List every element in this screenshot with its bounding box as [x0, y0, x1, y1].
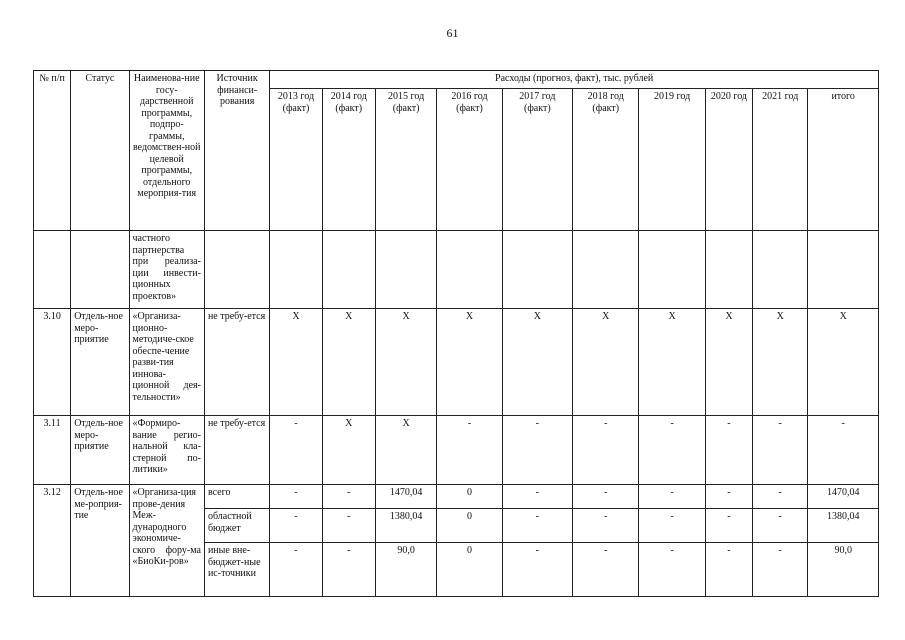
value-cell: - — [573, 543, 639, 597]
row-source: не требу-ется — [204, 416, 269, 485]
value-cell: - — [502, 485, 572, 509]
value-cell: - — [639, 509, 705, 543]
page-number: 61 — [446, 26, 459, 40]
value-cell: X — [322, 416, 375, 485]
year-2020: 2020 год — [705, 89, 752, 231]
value-cell: - — [270, 485, 322, 509]
value-cell: - — [270, 543, 322, 597]
value-cell: - — [705, 485, 752, 509]
header-num: № п/п — [34, 71, 71, 231]
value-cell: X — [573, 309, 639, 416]
value-cell: - — [322, 485, 375, 509]
value-cell: 0 — [437, 509, 502, 543]
value-cell: - — [753, 543, 808, 597]
continuation-name: частного партнерства при реализа-ции инвести-ционных проектов» — [129, 231, 204, 309]
value-cell: - — [705, 416, 752, 485]
value-cell: 90,0 — [375, 543, 436, 597]
value-cell: 0 — [437, 485, 502, 509]
value-cell: - — [573, 416, 639, 485]
row-status: Отдель-ное меро-приятие — [71, 416, 129, 485]
row-name: «Формиро-вание регио-нальной кла-стерной по-литики» — [129, 416, 204, 485]
value-cell: - — [502, 416, 572, 485]
value-cell: - — [808, 416, 879, 485]
value-cell: X — [502, 309, 572, 416]
value-cell: X — [753, 309, 808, 416]
row-num: 3.11 — [34, 416, 71, 485]
value-cell: - — [437, 416, 502, 485]
continuation-row — [34, 231, 879, 309]
value-cell: X — [808, 309, 879, 416]
value-cell: X — [375, 309, 436, 416]
value-cell: - — [502, 543, 572, 597]
year-total: итого — [808, 89, 879, 231]
value-cell: X — [270, 309, 322, 416]
row-name: «Организа-ционно-методиче-ское обеспе-чение разви-тия иннова-ционной дея-тельности» — [129, 309, 204, 416]
row-status: Отдель-ное ме-роприя-тие — [71, 485, 129, 597]
value-cell: - — [639, 543, 705, 597]
header-expenses: Расходы (прогноз, факт), тыс. рублей — [270, 71, 879, 89]
value-cell: - — [573, 509, 639, 543]
year-2016: 2016 год (факт) — [437, 89, 502, 231]
value-cell: - — [753, 416, 808, 485]
value-cell: 90,0 — [808, 543, 879, 597]
value-cell: 1380,04 — [375, 509, 436, 543]
value-cell: X — [639, 309, 705, 416]
header-status: Статус — [71, 71, 129, 231]
value-cell: - — [705, 509, 752, 543]
year-2018: 2018 год (факт) — [573, 89, 639, 231]
value-cell: 1380,04 — [808, 509, 879, 543]
row-num: 3.10 — [34, 309, 71, 416]
table-row — [34, 485, 879, 509]
row-status: Отдель-ное меро-приятие — [71, 309, 129, 416]
value-cell: 1470,04 — [808, 485, 879, 509]
value-cell: - — [502, 509, 572, 543]
table-row — [34, 309, 879, 416]
value-cell: - — [753, 509, 808, 543]
year-2013: 2013 год (факт) — [270, 89, 322, 231]
year-2014: 2014 год (факт) — [322, 89, 375, 231]
value-cell: 1470,04 — [375, 485, 436, 509]
value-cell: X — [322, 309, 375, 416]
header-source: Источник финанси-рования — [204, 71, 269, 231]
header-row — [34, 71, 879, 89]
value-cell: - — [753, 485, 808, 509]
row-num: 3.12 — [34, 485, 71, 597]
year-2019: 2019 год — [639, 89, 705, 231]
table-row — [34, 416, 879, 485]
year-2017: 2017 год (факт) — [502, 89, 572, 231]
value-cell: - — [322, 543, 375, 597]
value-cell: X — [705, 309, 752, 416]
expenses-table — [33, 70, 879, 597]
row-source: всего — [204, 485, 269, 509]
year-2021: 2021 год — [753, 89, 808, 231]
row-source: областной бюджет — [204, 509, 269, 543]
value-cell: - — [322, 509, 375, 543]
row-name: «Организа-ция прове-дения Меж-дународного экономиче-ского фору-ма «БиоКи-ров» — [129, 485, 204, 597]
value-cell: - — [270, 509, 322, 543]
row-source: не требу-ется — [204, 309, 269, 416]
value-cell: X — [375, 416, 436, 485]
row-source: иные вне-бюджет-ные ис-точники — [204, 543, 269, 597]
year-2015: 2015 год (факт) — [375, 89, 436, 231]
value-cell: - — [639, 485, 705, 509]
header-name: Наименова-ние госу-дарственной программы, подпро-граммы, ведомствен-ной целевой программы, отдельного мероприя-тия — [129, 71, 204, 231]
value-cell: - — [705, 543, 752, 597]
value-cell: - — [573, 485, 639, 509]
value-cell: - — [639, 416, 705, 485]
value-cell: X — [437, 309, 502, 416]
value-cell: 0 — [437, 543, 502, 597]
value-cell: - — [270, 416, 322, 485]
